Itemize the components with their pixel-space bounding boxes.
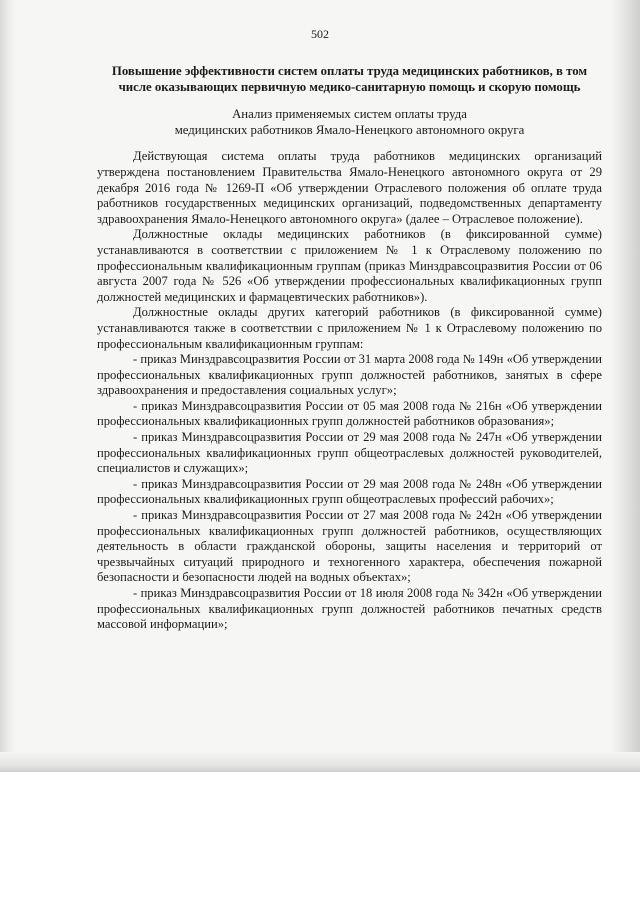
- scan-shadow-right: [612, 0, 640, 772]
- list-item: - приказ Минздравсоцразвития России от 27 мая 2008 года № 242н «Об утверждении профессиональных квалификационных групп должностей работников, осуществляющих деятельность в области гражданской обороны, защиты населения и территорий от чрезвычайных ситуаций природного и техногенного характера, обеспечения пожарной безопасности и безопасности людей на водных объектах»;: [97, 508, 602, 585]
- paragraph: Действующая система оплаты труда работников медицинских организаций утверждена постановлением Правительства Ямало-Ненецкого автономного округа от 29 декабря 2016 года № 1269-П «Об утверждении Отраслевого положения об оплате труда работников государственных медицинских организаций, подведомственных департаменту здравоохранения Ямало-Ненецкого автономного округа» (далее – Отраслевое положение).: [97, 149, 602, 226]
- list-item: - приказ Минздравсоцразвития России от 05 мая 2008 года № 216н «Об утверждении профессиональных квалификационных групп должностей работников образования»;: [97, 398, 602, 429]
- document-body: [97, 64, 602, 633]
- document-title: Повышение эффективности систем оплаты труда медицинских работников, в том числе оказывающих первичную медико-санитарную помощь и скорую помощь: [111, 64, 588, 94]
- paragraph: Должностные оклады медицинских работников (в фиксированной сумме) устанавливаются в соответствии с приложением № 1 к Отраслевому положению по профессиональным квалификационным группам (приказ Минздравсоцразвития России от 06 августа 2007 года № 526 «Об утверждении профессиональных квалификационных групп должностей медицинских и фармацевтических работников»).: [97, 227, 602, 304]
- paragraph: Должностные оклады других категорий работников (в фиксированной сумме) устанавливаются также в соответствии с приложением № 1 к Отраслевому положению по профессиональным квалификационным группам:: [97, 305, 602, 351]
- list-item: - приказ Минздравсоцразвития России от 29 мая 2008 года № 248н «Об утверждении профессиональных квалификационных групп общеотраслевых профессий рабочих»;: [97, 476, 602, 507]
- list-item: - приказ Минздравсоцразвития России от 29 мая 2008 года № 247н «Об утверждении профессиональных квалификационных групп общеотраслевых должностей руководителей, специалистов и служащих»;: [97, 430, 602, 476]
- scan-shadow-left: [0, 0, 16, 772]
- page-number: 502: [311, 27, 329, 41]
- scan-shadow-bottom: [0, 752, 640, 772]
- section-heading-line-2: медицинских работников Ямало-Ненецкого автономного округа: [174, 122, 525, 137]
- section-heading: [97, 107, 602, 138]
- section-heading-line-1: Анализ применяемых систем оплаты труда: [232, 107, 467, 122]
- list-item: - приказ Минздравсоцразвития России от 18 июля 2008 года № 342н «Об утверждении профессиональных квалификационных групп должностей работников печатных средств массовой информации»;: [97, 586, 602, 632]
- list-item: - приказ Минздравсоцразвития России от 31 марта 2008 года № 149н «Об утверждении профессиональных квалификационных групп должностей работников, занятых в сфере здравоохранения и предоставления социальных услуг»;: [97, 352, 602, 398]
